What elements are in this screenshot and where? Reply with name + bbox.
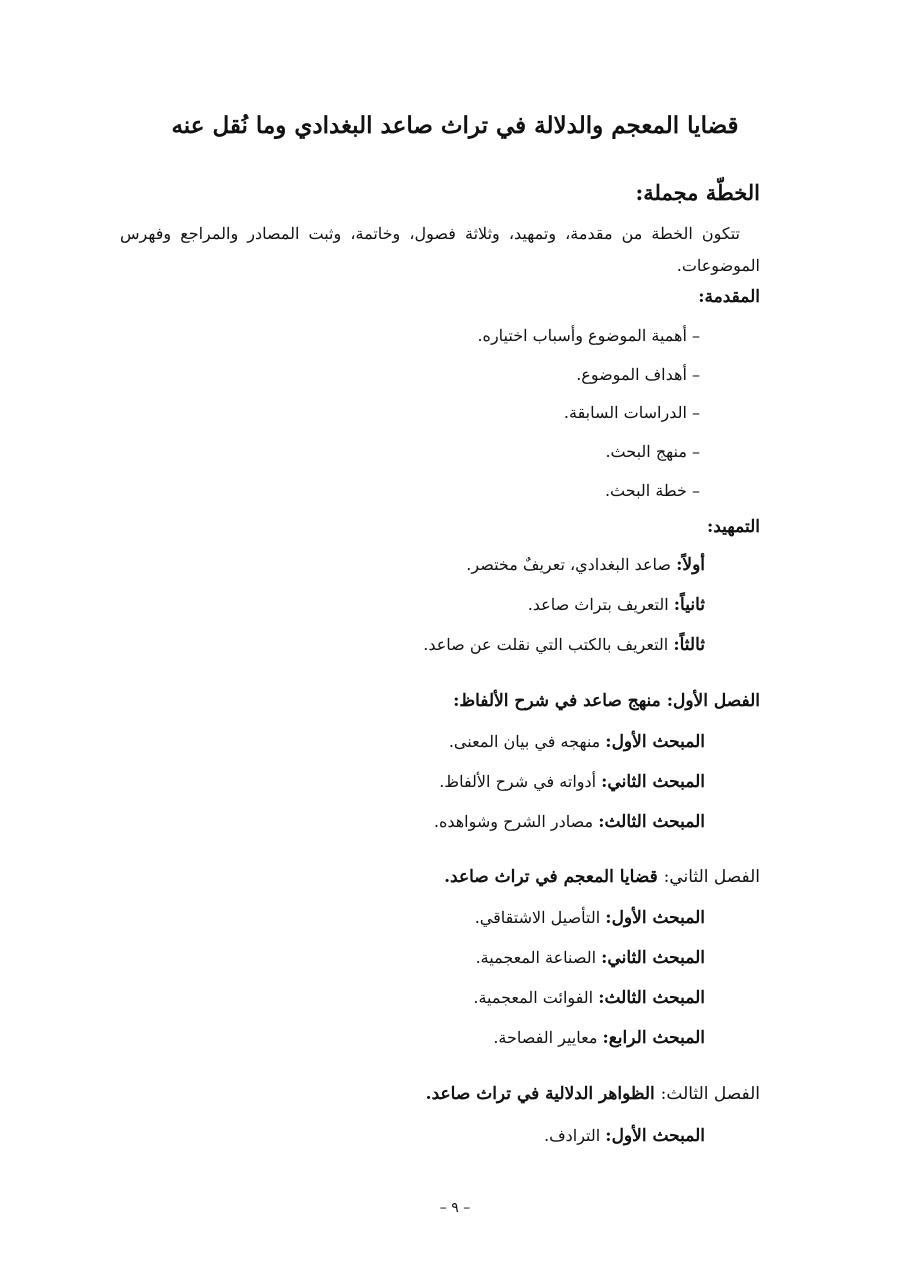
- section-text: منهجه في بيان المعنى.: [448, 732, 606, 751]
- section-label: المبحث الثاني:: [601, 948, 705, 968]
- section-label: المبحث الرابع:: [602, 1028, 705, 1048]
- preface-item-text: صاعد البغدادي، تعريفٌ مختصر.: [466, 555, 677, 574]
- preface-item-label: ثالثاً:: [673, 635, 705, 655]
- introduction-item: – الدراسات السابقة.: [563, 403, 700, 422]
- section-label: المبحث الثالث:: [598, 988, 705, 1008]
- section-label: المبحث الأول:: [605, 732, 705, 752]
- introduction-item: – منهج البحث.: [605, 442, 700, 461]
- preface-item-label: أولاً:: [676, 555, 705, 575]
- page-title: قضايا المعجم والدلالة في تراث صاعد البغدادي وما نُقل عنه: [171, 112, 739, 139]
- section-item: [439, 772, 705, 792]
- introduction-item: – خطة البحث.: [604, 481, 700, 500]
- chapter-title: الظواهر الدلالية في تراث صاعد.: [425, 1084, 661, 1104]
- page-number: – ٩ –: [439, 1200, 471, 1216]
- preface-item-label: ثانياً:: [673, 595, 705, 615]
- chapter-title: منهج صاعد في شرح الألفاظ:: [453, 691, 667, 711]
- section-label: المبحث الثالث:: [598, 812, 705, 832]
- preface-item: [466, 555, 705, 575]
- section-label: المبحث الأول:: [605, 1126, 705, 1146]
- section-item: [449, 732, 705, 752]
- section-label: المبحث الثاني:: [601, 772, 705, 792]
- section-text: مصادر الشرح وشواهده.: [433, 812, 599, 831]
- overview-paragraph: تتكون الخطة من مقدمة، وتمهيد، وثلاثة فصول، وخاتمة، وثبت المصادر والمراجع وفهرس الموضوعات.: [120, 224, 760, 275]
- introduction-item: – أهداف الموضوع.: [576, 365, 700, 384]
- overview-heading: الخطّة مجملة:: [635, 180, 760, 205]
- section-item: [473, 988, 705, 1008]
- chapter-heading: [444, 867, 760, 887]
- section-label: المبحث الأول:: [605, 908, 705, 928]
- section-item: [476, 948, 705, 968]
- chapter-label: الفصل الأول:: [666, 691, 760, 711]
- section-item: [475, 908, 705, 928]
- section-text: التأصيل الاشتقاقي.: [474, 908, 606, 927]
- preface-item: [423, 635, 705, 655]
- chapter-label: الفصل الثاني:: [663, 867, 760, 887]
- section-item: [493, 1028, 705, 1048]
- section-item: [434, 812, 705, 832]
- section-text: معايير الفصاحة.: [493, 1028, 603, 1047]
- preface-item-text: التعريف بالكتب التي نقلت عن صاعد.: [423, 635, 674, 654]
- chapter-heading: [453, 691, 760, 711]
- chapter-title: قضايا المعجم في تراث صاعد.: [444, 867, 664, 887]
- introduction-heading: المقدمة:: [698, 287, 760, 307]
- section-text: الفوائت المعجمية.: [473, 988, 599, 1007]
- introduction-item: – أهمية الموضوع وأسباب اختياره.: [477, 326, 700, 345]
- section-text: أدواته في شرح الألفاظ.: [439, 772, 602, 791]
- preface-item: [528, 595, 705, 615]
- preface-item-text: التعريف بتراث صاعد.: [527, 595, 674, 614]
- section-item: [544, 1126, 705, 1146]
- chapter-label: الفصل الثالث:: [660, 1084, 760, 1104]
- preface-heading: التمهيد:: [706, 517, 760, 537]
- section-text: الصناعة المعجمية.: [475, 948, 602, 967]
- chapter-heading: [426, 1084, 760, 1104]
- section-text: الترادف.: [543, 1126, 606, 1145]
